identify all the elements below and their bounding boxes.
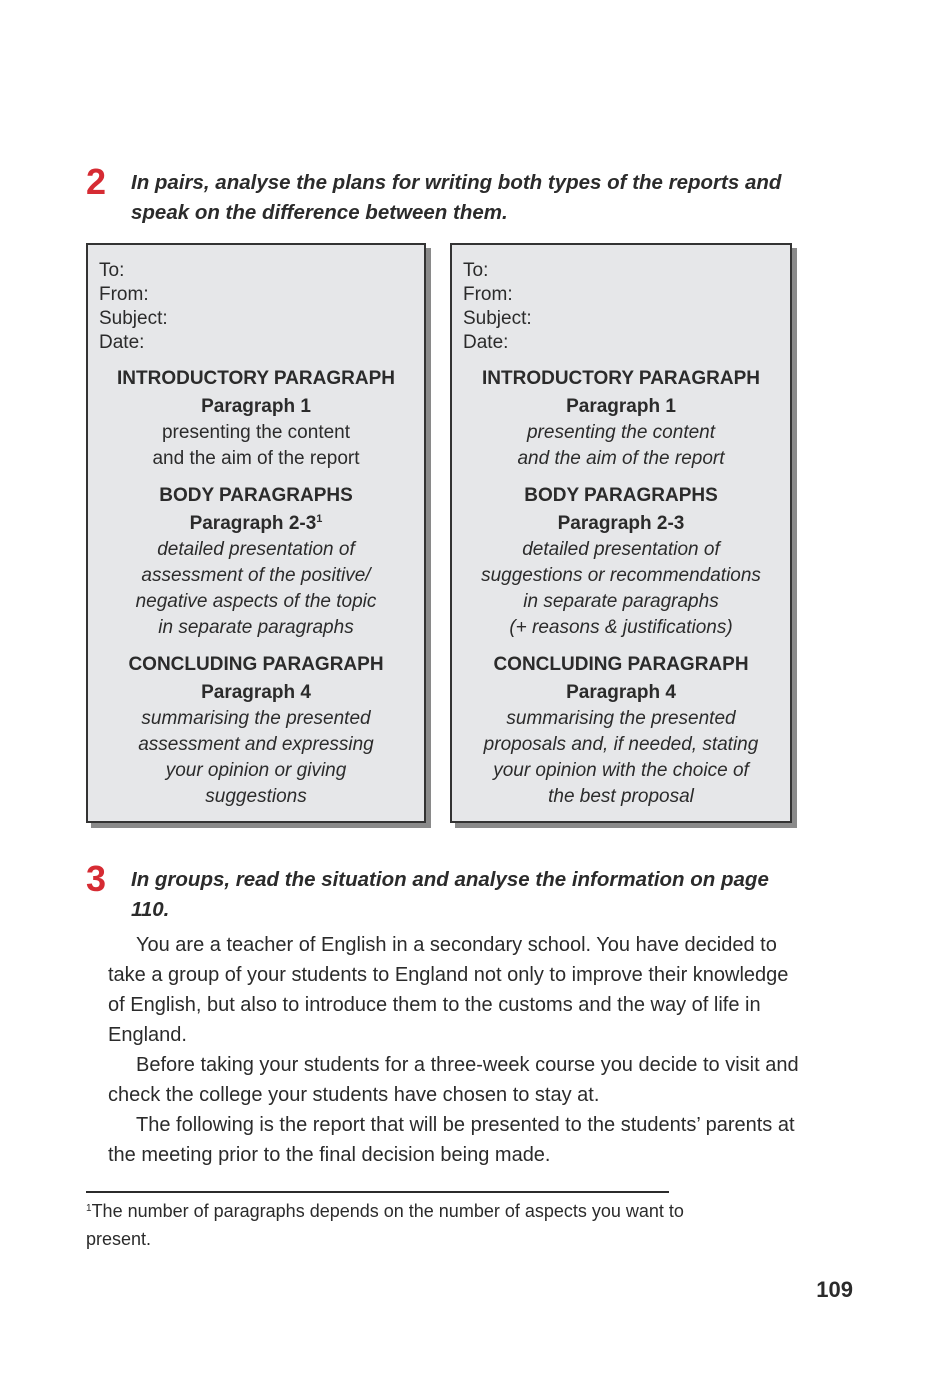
paragraph: The following is the report that will be presented to the students’ parents at the meeting prior to the final decision being made. [108, 1114, 795, 1166]
intro-desc-line: presenting the content [526, 422, 716, 443]
page-number: 109 [816, 1277, 853, 1302]
footnote-text: The number of paragraphs depends on the number of aspects you want to present. [86, 1201, 684, 1249]
body-desc-line: in separate paragraphs [523, 591, 719, 612]
concluding-paragraph-label: Paragraph 4 [201, 682, 311, 703]
intro-desc-line: and the aim of the report [152, 448, 360, 469]
intro-heading: INTRODUCTORY PARAGRAPH [482, 368, 760, 389]
report-plan-proposal [450, 243, 792, 823]
to-field: To: [463, 260, 489, 281]
date-field: Date: [463, 332, 509, 353]
body-heading: BODY PARAGRAPHS [524, 485, 718, 506]
intro-paragraph-label: Paragraph 1 [566, 396, 676, 417]
concluding-desc-line: the best proposal [548, 786, 694, 807]
subject-field: Subject: [99, 308, 168, 329]
concluding-desc-line: proposals and, if needed, stating [483, 734, 759, 755]
concluding-desc-line: summarising the presented [506, 708, 736, 729]
footnote-marker: 1 [316, 513, 323, 525]
body-paragraph-label: Paragraph $2-3^1$ [189, 513, 323, 534]
concluding-desc-line: suggestions [205, 786, 307, 807]
subject-field: Subject: [463, 308, 532, 329]
concluding-desc-line: your opinion with the choice of [493, 760, 749, 781]
concluding-desc-line: summarising the presented [141, 708, 371, 729]
concluding-heading: CONCLUDING PARAGRAPH [493, 654, 749, 675]
concluding-desc-line: assessment and expressing [138, 734, 374, 755]
body-desc-line: assessment of the positive/ [141, 565, 371, 586]
intro-paragraph-label: Paragraph 1 [201, 396, 311, 417]
to-field: To: [99, 260, 125, 281]
memo-header [88, 245, 424, 355]
task-number: 3 [86, 858, 107, 899]
body-desc-line: detailed presentation of [157, 539, 355, 560]
intro-desc-line: and the aim of the report [517, 448, 725, 469]
date-field: Date: [99, 332, 145, 353]
footnote [86, 1197, 686, 1253]
body-heading: BODY PARAGRAPHS [159, 485, 353, 506]
from-field: From: [99, 284, 149, 305]
paragraph: You are a teacher of English in a secondary school. You have decided to take a group of your students to England not only to improve their knowledge of English, but also to introduce them to the customs and the way of life in England. [108, 934, 789, 1046]
paragraph: Before taking your students for a three-week course you decide to visit and check the college your students have chosen to stay at. [108, 1054, 799, 1106]
body-desc-line: in separate paragraphs [158, 617, 354, 638]
memo-header [452, 245, 790, 355]
body-desc-line: suggestions or recommendations [481, 565, 761, 586]
body-desc-line: detailed presentation of [522, 539, 720, 560]
situation-text [108, 930, 808, 1170]
concluding-desc-line: your opinion or giving [165, 760, 347, 781]
intro-heading: INTRODUCTORY PARAGRAPH [117, 368, 395, 389]
from-field: From: [463, 284, 513, 305]
body-paragraph-label: Paragraph 2-3 [557, 513, 685, 534]
task-2 [86, 161, 806, 228]
concluding-heading: CONCLUDING PARAGRAPH [128, 654, 384, 675]
task-number: 2 [86, 161, 107, 202]
concluding-paragraph-label: Paragraph 4 [566, 682, 676, 703]
footnote-mark: 1 [86, 1203, 92, 1214]
task-3 [86, 858, 806, 925]
footnote-divider [86, 1191, 669, 1193]
intro-desc-line: presenting the content [161, 422, 351, 443]
task-instruction: In pairs, analyse the plans for writing both types of the reports and speak on the difference between them. [131, 171, 782, 224]
task-instruction: In groups, read the situation and analyse the information on page 110. [131, 868, 769, 921]
body-desc-line: negative aspects of the topic [135, 591, 377, 612]
report-plan-assessment [86, 243, 426, 823]
body-desc-line: (+ reasons & justifications) [509, 617, 733, 638]
